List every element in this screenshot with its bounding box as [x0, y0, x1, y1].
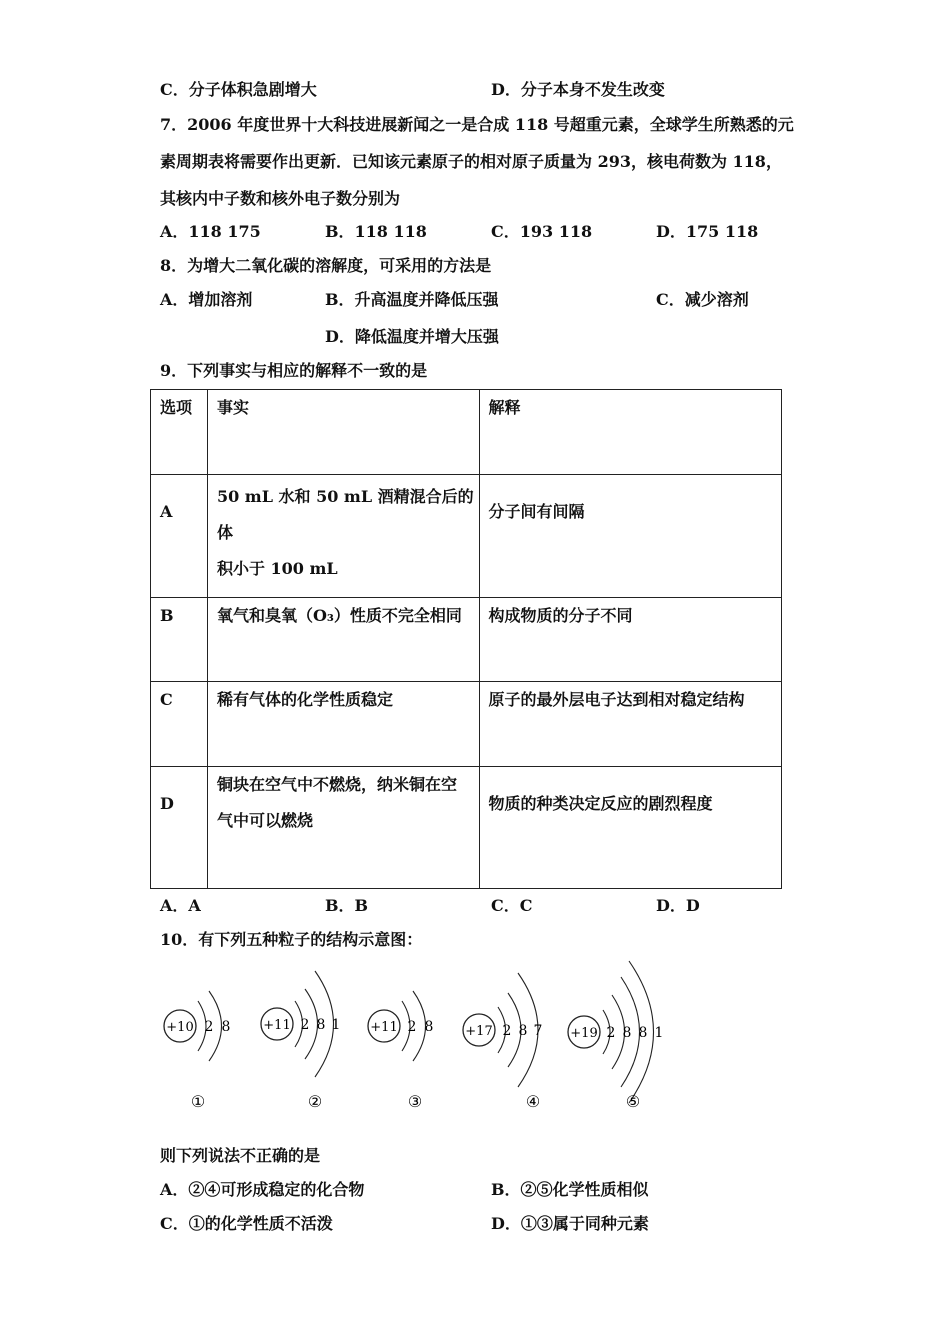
q9-option-b: B．B	[325, 896, 369, 915]
electron-count: 8	[221, 1019, 231, 1035]
electron-count: 2	[204, 1019, 214, 1035]
table-row	[151, 598, 782, 682]
electron-count: 2	[300, 1017, 310, 1033]
electron-count: 8	[316, 1017, 326, 1033]
q9-option-c: C．C	[491, 896, 533, 915]
q8-option-c: C．减少溶剂	[656, 290, 749, 309]
header-option: 选项	[151, 390, 208, 475]
q7-stem-line3: 其核内中子数和核外电子数分别为	[160, 189, 401, 208]
nucleus-charge: +11	[263, 1018, 291, 1033]
q7-stem-line1: 7．2006 年度世界十大科技进展新闻之一是合成 118 号超重元素，全球学生所熟悉的元	[160, 115, 794, 134]
q10-option-c: C．①的化学性质不活泼	[160, 1214, 333, 1233]
electron-count: 2	[407, 1019, 417, 1035]
row-fact	[207, 767, 479, 889]
fact-line: 积小于 100 mL	[216, 559, 338, 578]
electron-count: 1	[654, 1025, 664, 1041]
particle-1	[164, 991, 230, 1111]
nucleus-charge: +17	[465, 1024, 493, 1039]
table-row	[151, 475, 782, 598]
row-option: C	[151, 682, 208, 767]
q6-option-d: D．分子本身不发生改变	[491, 80, 665, 99]
table-row	[151, 767, 782, 889]
electron-count: 1	[331, 1017, 341, 1033]
particle-4	[463, 973, 542, 1111]
q8-option-b: B．升高温度并降低压强	[325, 290, 499, 309]
q7-option-d: D．175 118	[656, 222, 759, 241]
row-fact: 氧气和臭氧（O₃）性质不完全相同	[207, 598, 479, 682]
particle-label: ⑤	[625, 1092, 641, 1111]
header-fact: 事实	[207, 390, 479, 475]
q9-option-a: A．A	[160, 896, 201, 915]
electron-count: 8	[638, 1025, 648, 1041]
q9-stem: 9．下列事实与相应的解释不一致的是	[160, 361, 428, 380]
row-option: D	[151, 767, 208, 889]
row-option: A	[151, 475, 208, 598]
nucleus-charge: +10	[166, 1020, 194, 1035]
q10-option-d: D．①③属于同种元素	[491, 1214, 649, 1233]
nucleus-charge: +11	[370, 1020, 398, 1035]
row-fact	[207, 475, 479, 598]
q7-option-b: B．118 118	[325, 222, 427, 241]
row-fact: 稀有气体的化学性质稳定	[207, 682, 479, 767]
particle-label: ①	[190, 1092, 206, 1111]
nucleus-charge: +19	[570, 1026, 598, 1041]
row-option: B	[151, 598, 208, 682]
q7-option-c: C．193 118	[491, 222, 593, 241]
q10-option-a: A．②④可形成稳定的化合物	[160, 1180, 365, 1199]
row-explanation: 原子的最外层电子达到相对稳定结构	[479, 682, 781, 767]
particle-5	[568, 961, 663, 1111]
q10-stem: 10．有下列五种粒子的结构示意图：	[160, 930, 423, 949]
particle-structure-diagrams	[150, 955, 690, 1115]
particle-3	[368, 991, 433, 1111]
table-row	[151, 682, 782, 767]
q9-table	[150, 389, 782, 889]
q8-option-d: D．降低温度并增大压强	[325, 327, 499, 346]
q7-stem-line2: 素周期表将需要作出更新．已知该元素原子的相对原子质量为 293，核电荷数为 118，	[160, 152, 782, 171]
fact-line: 气中可以燃烧	[216, 811, 313, 830]
header-explanation: 解释	[479, 390, 781, 475]
row-explanation: 物质的种类决定反应的剧烈程度	[479, 767, 781, 889]
row-explanation: 分子间有间隔	[479, 475, 781, 598]
electron-count: 8	[424, 1019, 434, 1035]
particle-label: ②	[307, 1092, 323, 1111]
particle-label: ③	[407, 1092, 423, 1111]
q9-option-d: D．D	[656, 896, 700, 915]
q8-option-a: A．增加溶剂	[160, 290, 253, 309]
electron-count: 2	[502, 1023, 512, 1039]
fact-line: 铜块在空气中不燃烧，纳米铜在空	[216, 775, 457, 794]
q10-option-b: B．②⑤化学性质相似	[491, 1180, 649, 1199]
q10-question: 则下列说法不正确的是	[160, 1146, 321, 1165]
electron-count: 2	[606, 1025, 616, 1041]
row-explanation: 构成物质的分子不同	[479, 598, 781, 682]
table-header-row	[151, 390, 782, 475]
q8-stem: 8．为增大二氧化碳的溶解度，可采用的方法是	[160, 256, 492, 275]
q6-option-c: C．分子体积急剧增大	[160, 80, 317, 99]
fact-line: 50 mL 水和 50 mL 酒精混合后的体	[216, 487, 474, 542]
electron-count: 8	[518, 1023, 528, 1039]
q7-option-a: A．118 175	[160, 222, 261, 241]
particle-2	[261, 971, 340, 1111]
particle-label: ④	[525, 1092, 541, 1111]
electron-count: 8	[622, 1025, 632, 1041]
electron-count: 7	[533, 1023, 543, 1039]
